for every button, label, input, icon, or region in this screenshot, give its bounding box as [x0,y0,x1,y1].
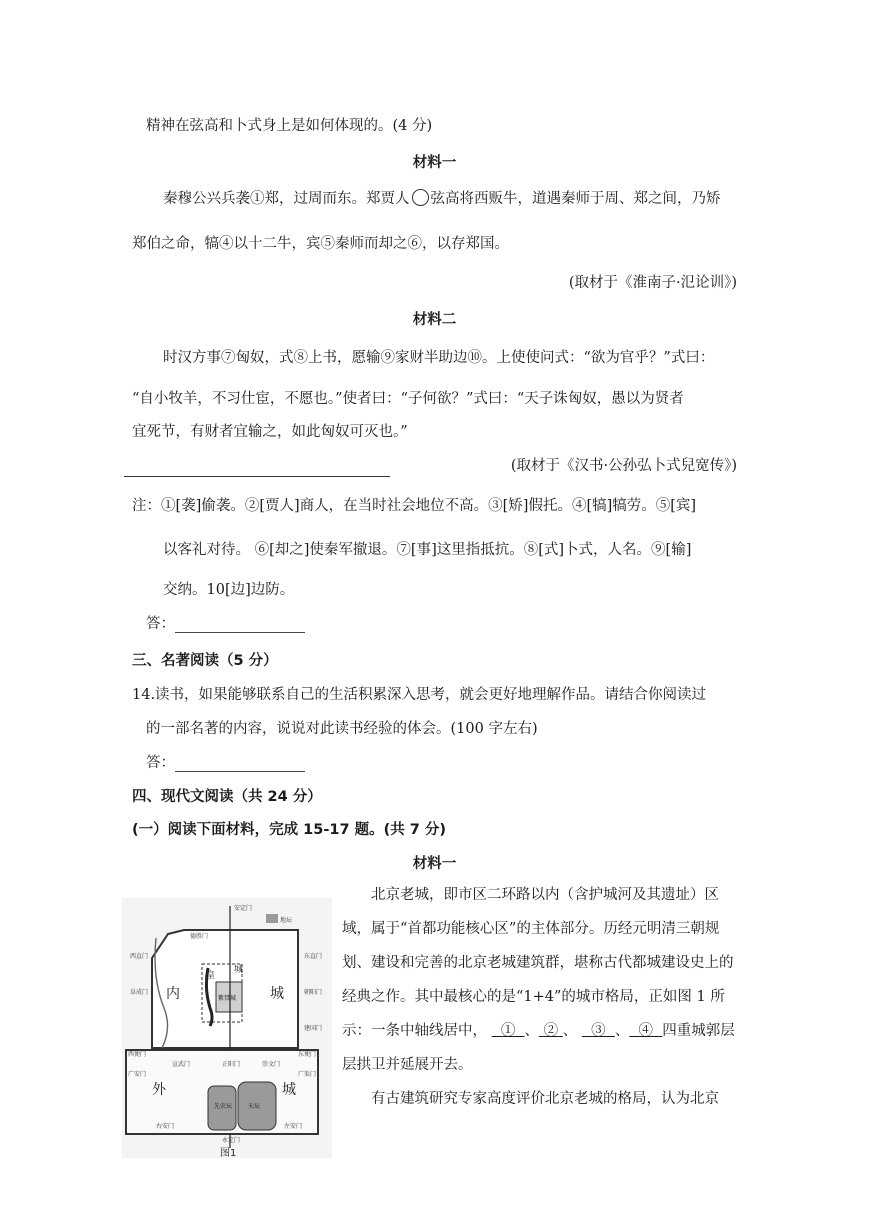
legend-swatch [266,914,278,923]
section-4-heading: 四、现代文阅读（共 24 分） [132,789,322,805]
note-line-3: 交纳。10[边]边防。 [163,582,295,598]
gate-youan: 右安门 [156,1123,175,1130]
gate-chaoyang: 朝阳门 [304,989,323,996]
figure-caption: 图1 [220,1148,237,1158]
material-3-body: 北京老城，即市区二环路以内（含护城河及其遗址）区域，属于“首都功能核心区”的主体部分。历经元明清三朝规划、建设和完善的北京老城建筑群，堪称古代都城建设史上的经典之作。其中最核心的是“1+4”的城市格局，正如图 1 所示：一条中轴线居中， ① 、 ② 、 ③ 、 ④ 四重城郭层层拱卫并延展开去。 有古建筑研究专家高度评价北京老城的格局，认为北京 [342,887,735,1107]
imperial-label-huang: 皇 [206,971,216,981]
gate-xuanwu: 宣武门 [172,1061,191,1068]
outer-label-cheng: 城 [282,1082,296,1098]
note-line-1: 注：①[袭]偷袭。②[贾人]商人，在当时社会地位不高。③[矫]假托。④[犒]犒劳。⑤[宾] [132,498,697,514]
answer-1-blank[interactable] [175,618,305,633]
inner-label-nei: 内 [166,986,180,1002]
gate-guangan: 广安门 [128,1071,147,1078]
question-14-line-1: 14.读书，如果能够联系自己的生活积累深入思考，就会更好地理解作品。请结合你阅读过 [132,687,707,703]
annotation-circle [412,189,429,206]
gate-guangqu: 广渠门 [298,1071,317,1078]
gate-anding: 安定门 [234,905,253,912]
gate-chongwen: 崇文门 [262,1061,281,1068]
material-2-line-2: “自小牧羊，不习仕宦，不愿也。”使者曰：“子何欲？”式曰：“天子诛匈奴，愚以为贤者 [132,391,684,407]
blank-3: ③ [591,1023,606,1039]
xiannong-label: 先农坛 [214,1103,233,1110]
gate-xizhi: 西直门 [130,953,149,960]
answer-1: 答： [146,612,305,633]
subsection-1-heading: (一）阅读下面材料，完成 15-17 题。(共 7 分) [132,822,447,838]
section-3-heading: 三、名著阅读（5 分） [132,653,278,669]
outer-label-wai: 外 [152,1082,166,1098]
material-2-title: 材料二 [412,312,457,328]
question-continuation: 精神在弦高和卜式身上是如何体现的。(4 分) [146,118,433,134]
material-1-line-1: 秦穆公兴兵袭①郑，过周而东。郑贾人 弦高将西贩牛，道遇秦师于周、郑之间，乃矫 [163,191,721,207]
imperial-label-cheng: 城 [234,965,244,975]
material-1-line-2: 郑伯之命，犒④以十二牛，宾⑤秦师而却之⑥，以存郑国。 [132,236,509,252]
tian-label: 天坛 [248,1103,261,1110]
inner-label-cheng: 城 [270,986,284,1002]
gate-yongding: 永定门 [222,1137,241,1144]
gate-zuoan: 左安门 [284,1123,303,1130]
answer-2-blank[interactable] [175,757,305,772]
answer-2: 答： [146,751,305,772]
blank-4: ④ [638,1023,654,1039]
gate-dongzhi: 东直门 [304,953,323,960]
material-3-title: 材料一 [412,856,457,872]
gate-fucheng: 阜成门 [130,989,149,996]
note-line-2: 以客礼对待。 ⑥[却之]使秦军撤退。⑦[事]这里指抵抗。⑧[式]卜式，人名。⑨[输] [163,542,692,558]
gate-desheng: 德胜门 [190,933,209,940]
gate-dongbian: 东便门 [298,1051,317,1058]
material-1-source: (取材于《淮南子·氾论训》) [568,275,737,291]
gate-xibian: 西便门 [128,1051,147,1058]
material-1-title: 材料一 [412,155,457,171]
material-2-line-1: 时汉方事⑦匈奴，式⑧上书，愿输⑨家财半助边⑩。上使使问式：“欲为官乎？”式曰： [163,350,715,366]
blank-2: ② [543,1023,559,1039]
footnote-divider [124,476,390,477]
question-14-line-2: 的一部名著的内容，说说对此读书经验的体会。(100 字左右) [146,721,538,737]
forbidden-city-label: 紫禁城 [218,995,237,1002]
material-2-line-3: 宜死节，有财者宜输之，如此匈奴可灭也。” [132,424,408,440]
gate-jianguo: 建国门 [304,1025,323,1032]
blank-1: ① [500,1023,516,1039]
material-2-source: (取材于《汉书·公孙弘卜式兒宽传》) [510,458,737,474]
gate-zhengyang: 正阳门 [222,1061,241,1068]
beijing-city-map-figure [122,898,332,1158]
legend-label: 地坛 [280,917,293,924]
